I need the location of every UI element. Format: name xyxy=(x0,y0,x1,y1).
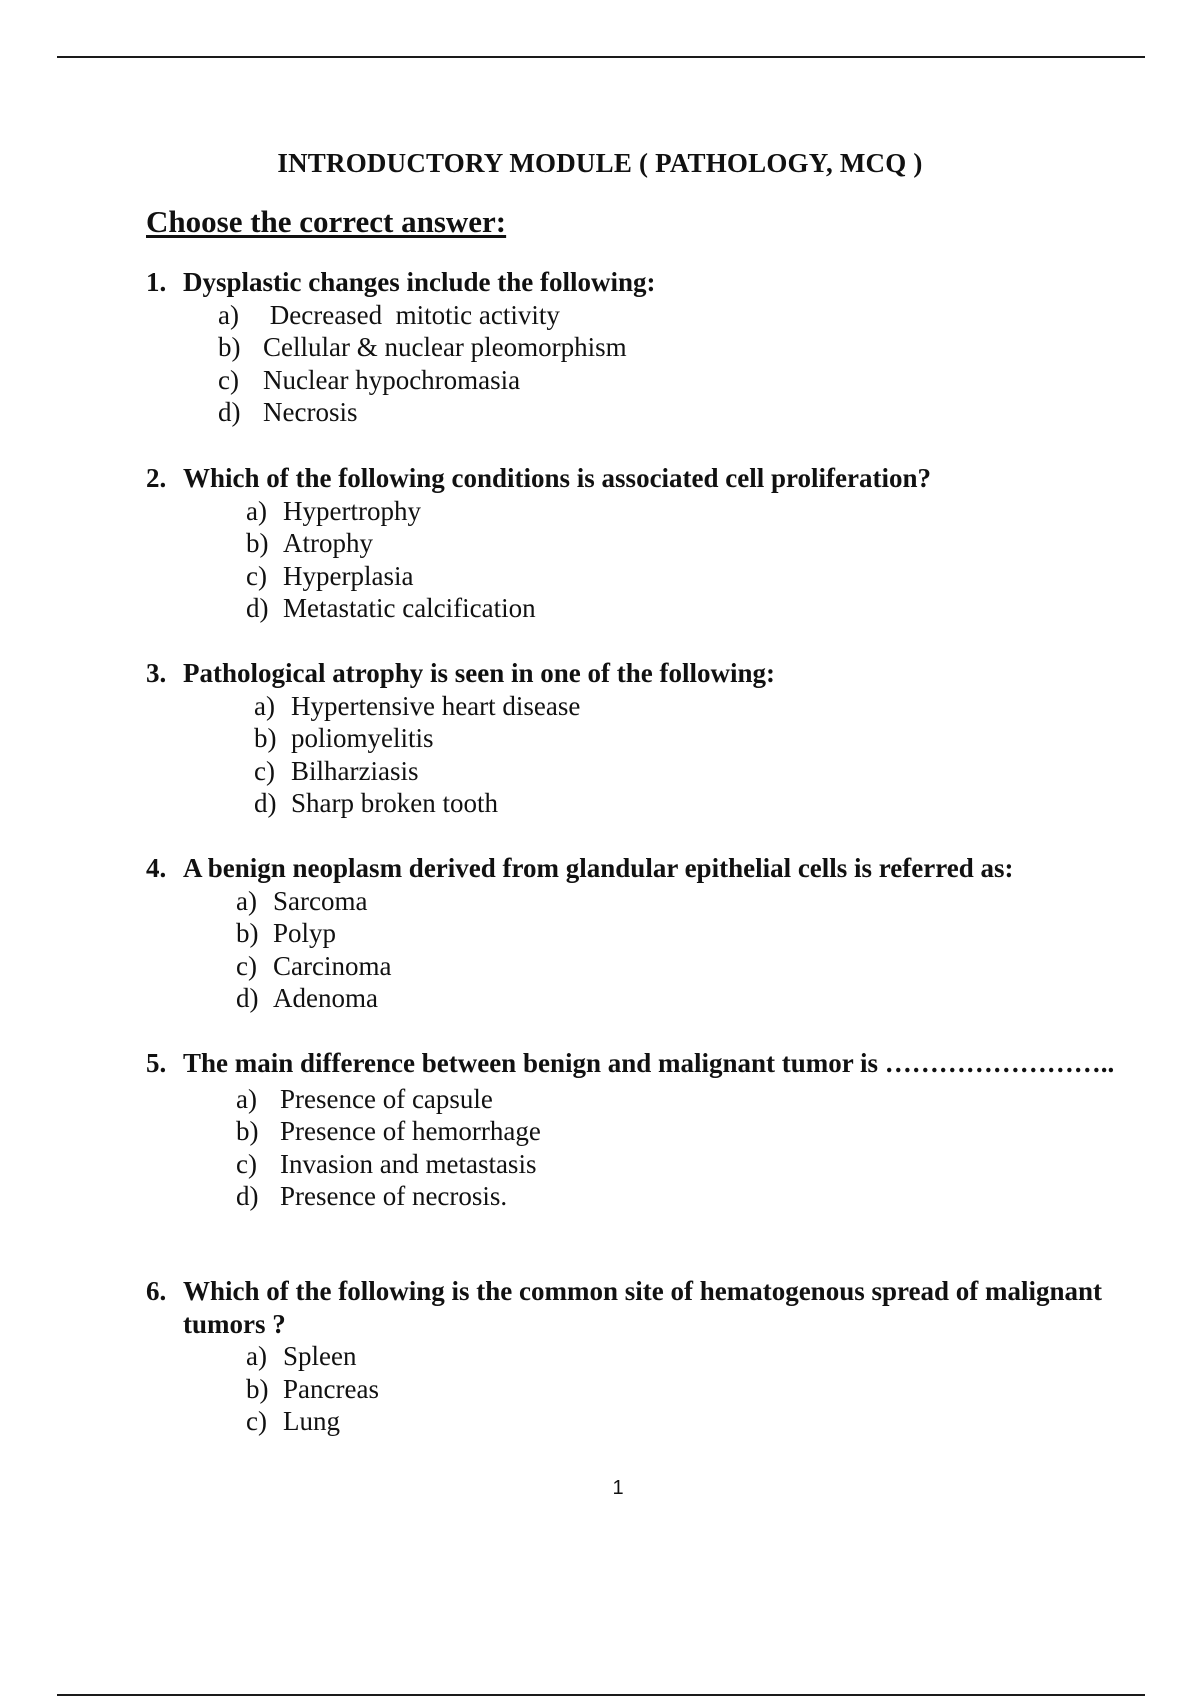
option-c xyxy=(218,364,1156,397)
option-letter: b) xyxy=(254,723,277,753)
option-b xyxy=(246,527,1156,560)
option-text: poliomyelitis xyxy=(291,723,434,753)
option-letter: b) xyxy=(246,528,269,558)
option-letter: a) xyxy=(236,1083,257,1114)
option-text: Cellular & nuclear pleomorphism xyxy=(263,332,627,362)
option-text: Spleen xyxy=(283,1341,357,1371)
option-b xyxy=(254,722,1156,755)
option-text: Lung xyxy=(283,1406,340,1436)
option-c xyxy=(246,1405,1156,1438)
question-stem xyxy=(146,1047,1156,1080)
option-text: Hypertensive heart disease xyxy=(291,690,581,721)
option-d xyxy=(254,787,1156,820)
option-text: Adenoma xyxy=(273,983,378,1013)
option-d xyxy=(236,982,1156,1015)
question-text: Dysplastic changes include the following: xyxy=(183,267,656,297)
option-text: Hypertrophy xyxy=(283,495,421,526)
option-a xyxy=(246,495,1156,528)
question-4 xyxy=(146,852,1156,1015)
option-letter: c) xyxy=(218,364,239,395)
answer-options xyxy=(236,1083,1156,1213)
question-number: 6. xyxy=(146,1276,167,1306)
document-title: INTRODUCTORY MODULE ( PATHOLOGY, MCQ ) xyxy=(277,148,923,178)
question-1 xyxy=(146,266,1156,429)
question-stem xyxy=(146,462,1156,495)
option-letter: b) xyxy=(246,1373,269,1404)
option-d xyxy=(246,592,1156,625)
option-b xyxy=(236,1115,1156,1148)
option-letter: a) xyxy=(236,885,257,916)
option-letter: a) xyxy=(246,495,267,526)
option-letter: c) xyxy=(254,755,275,786)
question-6 xyxy=(146,1275,1156,1438)
option-letter: b) xyxy=(218,332,241,362)
option-text: Decreased mitotic activity xyxy=(263,299,560,330)
option-text: Bilharziasis xyxy=(291,755,419,786)
page-number: 1 xyxy=(612,1477,624,1499)
option-text: Sharp broken tooth xyxy=(291,788,498,818)
question-stem xyxy=(146,852,1156,885)
option-a xyxy=(246,1340,1156,1373)
option-text: Carcinoma xyxy=(273,950,392,981)
option-b xyxy=(236,917,1156,950)
question-text: A benign neoplasm derived from glandular epithelial cells is referred as: xyxy=(183,853,1014,883)
answer-options xyxy=(246,495,1156,625)
question-2 xyxy=(146,462,1156,625)
question-3 xyxy=(146,657,1156,820)
option-d xyxy=(218,396,1156,429)
option-letter: d) xyxy=(254,788,277,818)
option-text: Presence of capsule xyxy=(280,1083,493,1114)
option-text: Invasion and metastasis xyxy=(280,1148,537,1179)
option-letter: b) xyxy=(236,918,259,948)
option-letter: c) xyxy=(236,950,257,981)
instruction-heading: Choose the correct answer: xyxy=(146,204,507,239)
option-b xyxy=(218,331,1156,364)
answer-options xyxy=(246,1340,1156,1438)
answer-options xyxy=(236,885,1156,1015)
option-text: Sarcoma xyxy=(273,885,368,916)
option-letter: d) xyxy=(246,593,269,623)
question-stem xyxy=(146,657,1156,690)
option-text: Presence of hemorrhage xyxy=(280,1116,541,1146)
option-a xyxy=(236,1083,1156,1116)
question-5 xyxy=(146,1047,1156,1213)
option-a xyxy=(236,885,1156,918)
option-c xyxy=(254,755,1156,788)
question-text: Which of the following is the common site of hematogenous spread of malignant tumors ? xyxy=(183,1276,1103,1339)
question-number: 3. xyxy=(146,658,167,688)
option-b xyxy=(246,1373,1156,1406)
question-text: The main difference between benign and malignant tumor is …………………….. xyxy=(183,1048,1115,1078)
option-letter: c) xyxy=(236,1148,257,1179)
option-c xyxy=(246,560,1156,593)
option-letter: d) xyxy=(236,1181,259,1211)
option-letter: a) xyxy=(254,690,275,721)
option-text: Polyp xyxy=(273,918,337,948)
option-text: Hyperplasia xyxy=(283,560,414,591)
question-text: Which of the following conditions is associated cell proliferation? xyxy=(183,463,931,493)
question-number: 1. xyxy=(146,267,167,297)
option-text: Presence of necrosis. xyxy=(280,1181,508,1211)
question-text: Pathological atrophy is seen in one of the following: xyxy=(183,658,776,688)
question-stem xyxy=(146,266,1156,299)
option-c xyxy=(236,950,1156,983)
answer-options xyxy=(218,299,1156,429)
option-text: Atrophy xyxy=(283,528,373,558)
question-number: 4. xyxy=(146,853,167,883)
option-text: Pancreas xyxy=(283,1373,379,1404)
option-a xyxy=(218,299,1156,332)
option-d xyxy=(236,1180,1156,1213)
option-letter: b) xyxy=(236,1116,259,1146)
option-a xyxy=(254,690,1156,723)
option-text: Metastatic calcification xyxy=(283,593,536,623)
answer-options xyxy=(254,690,1156,820)
question-stem xyxy=(146,1275,1156,1340)
bottom-rule xyxy=(57,1694,1145,1696)
option-letter: d) xyxy=(236,983,259,1013)
option-letter: c) xyxy=(246,1406,267,1436)
top-rule xyxy=(57,56,1145,58)
option-letter: a) xyxy=(218,299,239,330)
option-letter: a) xyxy=(246,1341,267,1371)
question-number: 2. xyxy=(146,463,167,493)
option-text: Nuclear hypochromasia xyxy=(263,364,521,395)
option-text: Necrosis xyxy=(263,397,358,427)
option-letter: c) xyxy=(246,560,267,591)
option-c xyxy=(236,1148,1156,1181)
option-letter: d) xyxy=(218,397,241,427)
question-number: 5. xyxy=(146,1048,167,1078)
